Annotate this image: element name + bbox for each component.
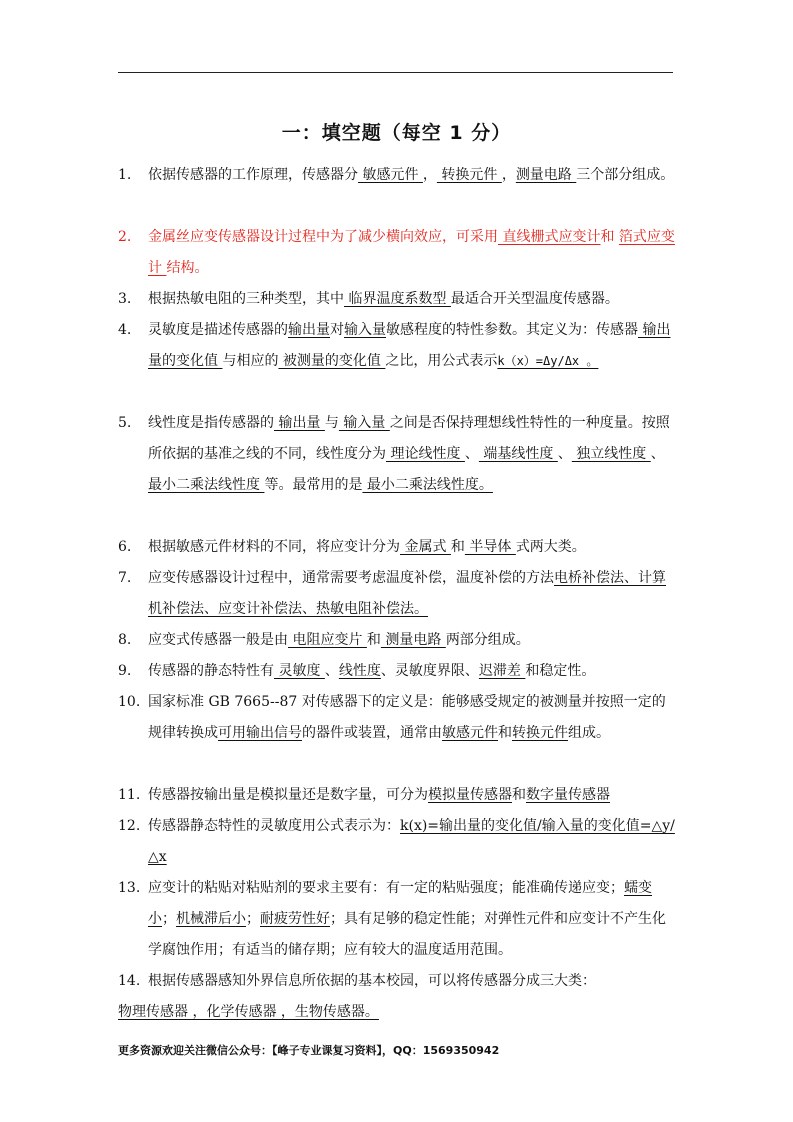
question-14	[118, 966, 678, 1028]
question-text: 、	[650, 446, 665, 462]
question-text: 依据传感器的工作原理，传感器分	[148, 167, 358, 183]
question-text: 三个部分组成。	[576, 167, 675, 183]
question-5	[118, 408, 678, 501]
question-text: ，	[422, 167, 437, 183]
answer-blank: 输出量的变化值	[148, 322, 671, 369]
question-text: ；	[162, 911, 176, 927]
answer-blank: 输入量	[338, 415, 390, 431]
question-1	[118, 160, 678, 191]
answer-blank: 端基线性度	[478, 446, 558, 462]
answer-blank: 输入量	[344, 322, 386, 338]
question-number: 13.	[118, 880, 141, 896]
answer-blank: 物理传感器 ，化学传感器 ，生物传感器。	[118, 1004, 379, 1020]
answer-blank: 金属式	[400, 539, 451, 555]
question-11	[118, 780, 678, 811]
answer-blank: 电阻应变片	[288, 632, 367, 648]
question-text: 根据敏感元件材料的不同，将应变计分为	[148, 539, 400, 555]
answer-blank: 临界温度系数型	[344, 291, 451, 307]
question-6	[118, 532, 678, 563]
question-number: 9.	[118, 663, 132, 679]
question-10	[118, 687, 678, 749]
question-number: 2.	[118, 229, 132, 245]
question-text: 根据热敏电阻的三种类型，其中	[148, 291, 344, 307]
question-8	[118, 625, 678, 656]
answer-blank: 半导体	[464, 539, 516, 555]
question-text: 和稳定性。	[525, 663, 596, 679]
question-text: 与相应的	[222, 353, 279, 369]
question-text: 之比，用公式表示	[385, 353, 498, 369]
question-13	[118, 873, 678, 966]
question-number: 1.	[118, 167, 132, 183]
question-text: ；	[246, 911, 260, 927]
question-text: 、	[324, 663, 339, 679]
answer-blank: 线性度	[338, 663, 381, 679]
answer-blank: 输出量	[274, 415, 325, 431]
answer-blank: 最小二乘法线性度	[148, 477, 265, 493]
question-text: 之间是否保持理想线性特性的一种度量。按照所依据的基准之线的不同，线性度分为	[148, 415, 670, 462]
question-text: 应变式传感器一般是由	[148, 632, 288, 648]
section-title: 一：填空题（每空 1 分）	[281, 122, 512, 144]
question-text: 与	[324, 415, 339, 431]
question-12	[118, 811, 678, 873]
answer-blank: 模拟量传感器	[428, 787, 512, 803]
question-number: 7.	[118, 570, 132, 586]
question-text: 金属丝应变传感器设计过程中为了减少横向效应，可采用	[148, 229, 498, 245]
answer-blank: 可用输出信号	[218, 725, 302, 741]
question-text: 和	[450, 539, 465, 555]
question-number: 11.	[118, 787, 141, 803]
question-text: 对	[330, 322, 344, 338]
question-text: 的器件或装置，通常由	[302, 725, 442, 741]
answer-blank: k(x)=输出量的变化值/输入量的变化值=△y/△x	[148, 818, 675, 865]
question-text: 灵敏度是描述传感器的	[148, 322, 288, 338]
answer-blank: 箔式应变计	[148, 229, 675, 276]
question-9	[118, 656, 678, 687]
question-number: 8.	[118, 632, 132, 648]
answer-blank: 最小二乘法线性度。	[362, 477, 493, 493]
question-text: 传感器按输出量是模拟量还是数字量，可分为	[148, 787, 428, 803]
header-rule	[118, 72, 673, 73]
question-3	[118, 284, 678, 315]
question-2	[118, 222, 678, 284]
answer-blank: 电桥补偿法、计算机补偿法、应变计补偿法、热敏电阻补偿法。	[148, 570, 666, 617]
question-text: 根据传感器感知外界信息所依据的基本校园，可以将传感器分成三大类：	[148, 973, 596, 989]
question-text: 传感器的静态特性有	[148, 663, 274, 679]
question-text: 、	[557, 446, 572, 462]
question-number: 12.	[118, 818, 141, 834]
answer-blank: 敏感元件	[358, 167, 423, 183]
question-text: 、	[464, 446, 479, 462]
question-text: 和	[600, 229, 619, 245]
question-number: 14.	[118, 973, 141, 989]
formula-answer: k（x）=Δy/Δx 。	[497, 354, 599, 368]
footer-note: 更多资源欢迎关注微信公众号：【峰子专业课复习资料】，QQ：1569350942	[118, 1044, 500, 1057]
question-text: 线性度是指传感器的	[148, 415, 274, 431]
question-text: 组成。	[568, 725, 610, 741]
answer-blank: 独立线性度	[571, 446, 651, 462]
answer-blank: 理论线性度	[386, 446, 465, 462]
question-text: ，	[501, 167, 516, 183]
question-text: 和	[366, 632, 381, 648]
answer-blank: 蠕变小	[148, 880, 652, 927]
question-4	[118, 315, 678, 377]
question-number: 3.	[118, 291, 132, 307]
question-text: 和	[512, 787, 526, 803]
question-text: 应变计的粘贴对粘贴剂的要求主要有：有一定的粘贴强度；能准确传递应变；	[148, 880, 624, 896]
question-text: 敏感程度的特性参数。其定义为：传感器	[386, 322, 638, 338]
question-text: 和	[498, 725, 512, 741]
question-text: 应变传感器设计过程中，通常需要考虑温度补偿，温度补偿的方法	[148, 570, 554, 586]
answer-blank: 转换元件	[436, 167, 502, 183]
answer-blank: 数字量传感器	[526, 787, 610, 803]
question-text: 式两大类。	[515, 539, 586, 555]
question-number: 5.	[118, 415, 132, 431]
question-number: 10.	[118, 694, 141, 710]
question-text: 最适合开关型温度传感器。	[450, 291, 619, 307]
question-text: ；具有足够的稳定性能；对弹性元件和应变计不产生化学腐蚀作用；有适当的储存期；应有较大的温度适用范围。	[148, 911, 666, 958]
question-number: 4.	[118, 322, 132, 338]
answer-blank: 耐疲劳性好	[260, 911, 330, 927]
answer-blank: 灵敏度	[274, 663, 325, 679]
answer-blank: 机械滞后小	[176, 911, 246, 927]
question-text: 结构。	[166, 260, 209, 276]
question-7	[118, 563, 678, 625]
answer-blank: 测量电路	[515, 167, 577, 183]
question-text: 两部分组成。	[445, 632, 530, 648]
question-number: 6.	[118, 539, 132, 555]
answer-blank: 被测量的变化值	[278, 353, 386, 369]
question-text: 国家标准 GB 7665--87 对传感器下的定义是：能够感受规定的被测量并按照一定的规律转换成	[148, 694, 666, 741]
answer-blank: 直线栅式应变计	[498, 229, 601, 245]
answer-blank: 迟滞差	[478, 663, 526, 679]
question-text: 等。最常用的是	[264, 477, 363, 493]
question-text: 传感器静态特性的灵敏度用公式表示为：	[148, 818, 400, 834]
answer-blank: 敏感元件	[442, 725, 498, 741]
answer-blank: 输出量	[288, 322, 330, 338]
answer-blank: 转换元件	[512, 725, 568, 741]
answer-blank: 测量电路	[380, 632, 446, 648]
question-text: 、灵敏度界限、	[380, 663, 479, 679]
